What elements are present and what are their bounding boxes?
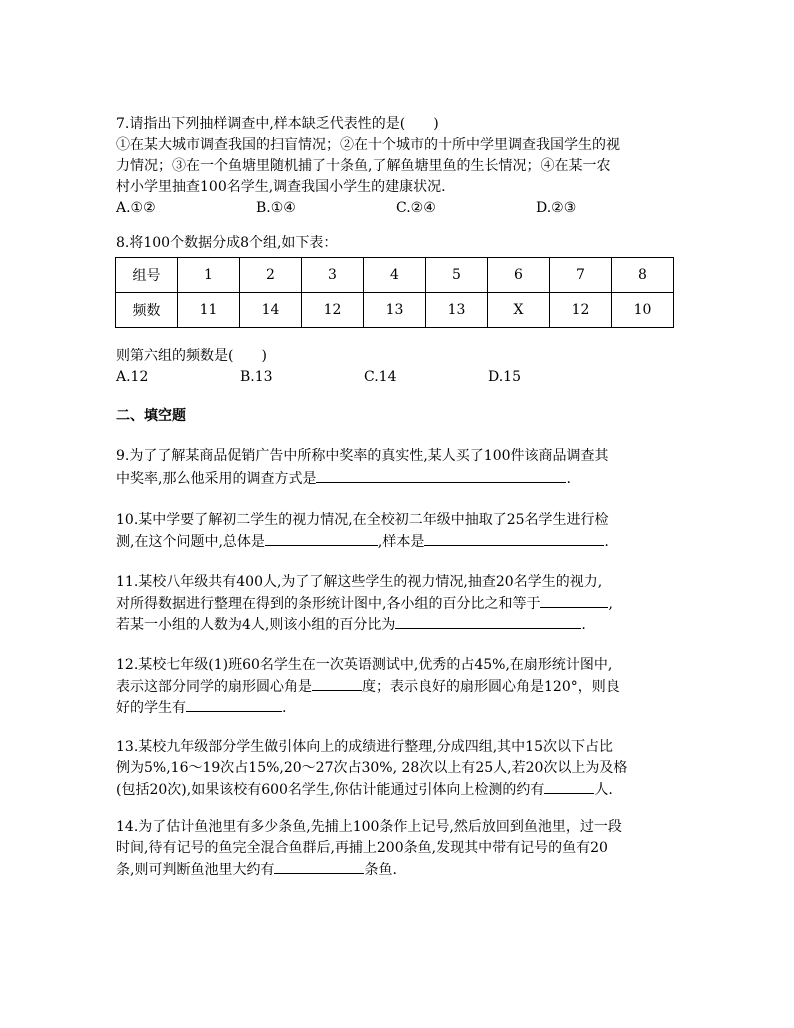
q11-comma: , — [608, 596, 613, 612]
q8-option-b: B.13 — [240, 369, 273, 385]
q14-text: 条,则可判断鱼池里大约有 — [116, 862, 275, 878]
q11-line2 — [116, 593, 613, 614]
table-cell: 2 — [240, 258, 302, 293]
q12-text3: 好的学生有 — [116, 700, 186, 716]
q12-text2: 度；表示良好的扇形圆心角是120°，则良 — [362, 679, 620, 695]
table-cell: 3 — [302, 258, 364, 293]
q8-option-c: C.14 — [364, 369, 397, 385]
q10-line2 — [116, 531, 609, 552]
table-cell: 4 — [364, 258, 426, 293]
q12-count-blank[interactable] — [186, 697, 282, 712]
q10-population-blank[interactable] — [265, 531, 378, 546]
q12-line3 — [116, 697, 286, 718]
q11-text: 对所得数据进行整理在得到的条形统计图中,各小组的百分比之和等于 — [116, 596, 541, 612]
q13-pass-blank[interactable] — [544, 779, 594, 794]
q7-line2: 力情况；③在一个鱼塘里随机捕了十条鱼,了解鱼塘里鱼的生长情况；④在某一农 — [116, 158, 611, 174]
table-cell: 6 — [488, 258, 550, 293]
q13-line3 — [116, 779, 613, 800]
table-cell: 10 — [612, 293, 674, 328]
q9-line2 — [116, 468, 571, 489]
q11-sum-blank[interactable] — [540, 593, 608, 608]
q7-option-a: A.①② — [116, 200, 156, 216]
q12-text: 表示这部分同学的扇形圆心角是 — [116, 679, 312, 695]
q8-option-d: D.15 — [488, 369, 521, 385]
table-cell: X — [488, 293, 550, 328]
q13-end: 人. — [594, 782, 613, 798]
table-cell: 8 — [612, 258, 674, 293]
q11-line3 — [116, 614, 586, 635]
table-cell: 14 — [240, 293, 302, 328]
q11-percent-blank[interactable] — [395, 614, 581, 629]
q8-stem: 8.将100个数据分成8个组,如下表： — [116, 235, 338, 251]
q12-line2 — [116, 676, 620, 697]
table-header-cell: 组号 — [116, 258, 178, 293]
q11-line1: 11.某校八年级共有400人,为了了解这些学生的视力情况,抽查20名学生的视力, — [116, 574, 603, 590]
table-cell: 11 — [178, 293, 240, 328]
q7-stem: 7.请指出下列抽样调查中,样本缺乏代表性的是( ) — [116, 116, 439, 132]
q7-option-c: C.②④ — [396, 200, 436, 216]
section-title-fill-in: 二、填空题 — [116, 408, 186, 424]
q11-end: . — [581, 617, 586, 633]
q9-end: . — [566, 471, 571, 487]
q8-option-a: A.12 — [116, 369, 149, 385]
q12-line1: 12.某校七年级(1)班60名学生在一次英语测试中,优秀的占45%,在扇形统计图中, — [116, 657, 613, 673]
q8-question: 则第六组的频数是( ) — [116, 348, 267, 364]
q7-line1: ①在某大城市调查我国的扫盲情况；②在十个城市的十所中学里调查我国学生的视 — [116, 137, 620, 153]
q9-line1: 9.为了了解某商品促销广告中所称中奖率的真实性,某人买了100件该商品调查其 — [116, 448, 609, 464]
table-row-group-number — [116, 258, 674, 293]
q12-angle-blank[interactable] — [312, 676, 362, 691]
table-row-frequency — [116, 293, 674, 328]
q7-option-b: B.①④ — [256, 200, 296, 216]
q13-line2: 例为5%,16～19次占15%,20～27次占30%, 28次以上有25人,若20次以上为及格 — [116, 760, 628, 776]
q13-text: (包括20次),如果该校有600名学生,你估计能通过引体向上检测的约有 — [116, 782, 545, 798]
table-cell: 5 — [426, 258, 488, 293]
q11-text2: 若某一小组的人数为4人,则该小组的百分比为 — [116, 617, 396, 633]
q9-answer-blank[interactable] — [316, 468, 566, 483]
q10-sample-blank[interactable] — [424, 531, 604, 546]
q7-option-d: D.②③ — [536, 200, 577, 216]
q14-end: 条鱼. — [364, 862, 397, 878]
table-cell: 13 — [364, 293, 426, 328]
q14-line2: 时间,待有记号的鱼完全混合鱼群后,再捕上200条鱼,发现其中带有记号的鱼有20 — [116, 840, 608, 856]
q10-text2: ,样本是 — [377, 534, 425, 550]
q10-text: 测,在这个问题中,总体是 — [116, 534, 265, 550]
q12-end: . — [282, 700, 287, 716]
q14-fish-blank[interactable] — [274, 859, 364, 874]
q13-line1: 13.某校九年级部分学生做引体向上的成绩进行整理,分成四组,其中15次以下占比 — [116, 739, 613, 755]
table-header-cell: 频数 — [116, 293, 178, 328]
q7-line3: 村小学里抽查100名学生,调查我国小学生的建康状况. — [116, 179, 446, 195]
q9-text: 中奖率,那么他采用的调查方式是 — [116, 471, 317, 487]
q14-line3 — [116, 859, 397, 880]
table-cell: 7 — [550, 258, 612, 293]
q10-end: . — [604, 534, 609, 550]
q10-line1: 10.某中学要了解初二学生的视力情况,在全校初二年级中抽取了25名学生进行检 — [116, 512, 609, 528]
frequency-table — [115, 257, 674, 328]
table-cell: 13 — [426, 293, 488, 328]
table-cell: 12 — [302, 293, 364, 328]
table-cell: 1 — [178, 258, 240, 293]
table-cell: 12 — [550, 293, 612, 328]
q14-line1: 14.为了估计鱼池里有多少条鱼,先捕上100条作上记号,然后放回到鱼池里，过一段 — [116, 819, 622, 835]
